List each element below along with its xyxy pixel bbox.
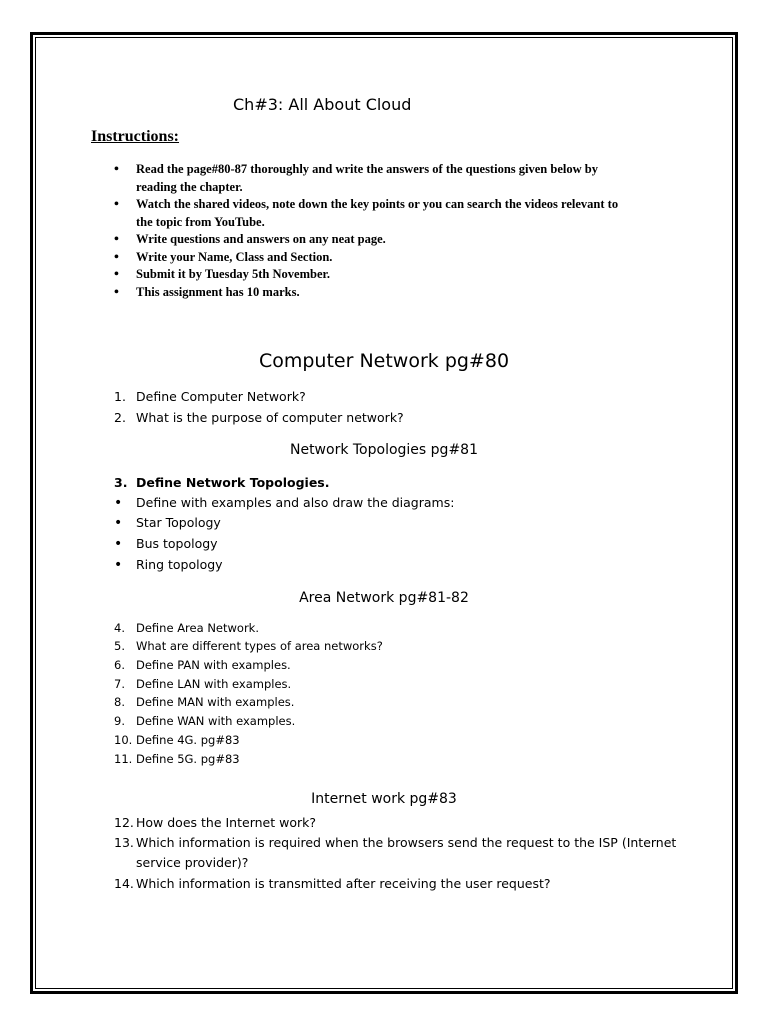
list-item: 6. Define PAN with examples.	[114, 658, 291, 672]
section-heading-internet-work: Internet work pg#83	[311, 791, 457, 807]
list-item: 13. Which information is required when the browsers send the request to the ISP (Internet	[114, 835, 677, 850]
list-item: 2. What is the purpose of computer network?	[114, 410, 404, 425]
chapter-title: Ch#3: All About Cloud	[233, 95, 412, 114]
list-item: 7. Define LAN with examples.	[114, 677, 292, 691]
list-item: 5. What are different types of area networks?	[114, 639, 383, 653]
list-item: 1. Define Computer Network?	[114, 389, 306, 404]
instruction-item: • Read the page#80-87 thoroughly and write the answers of the questions given below by reading the chapter.	[114, 161, 694, 196]
list-item: • Define with examples and also draw the diagrams:	[114, 495, 455, 511]
list-item: • Star Topology	[114, 515, 221, 531]
list-item: 4. Define Area Network.	[114, 621, 259, 635]
list-item: • Ring topology	[114, 557, 223, 573]
list-item: 10. Define 4G. pg#83	[114, 733, 240, 747]
list-item: 3. Define Network Topologies.	[114, 475, 330, 490]
instruction-item: • Write questions and answers on any neat page.	[114, 231, 694, 249]
list-item: 8. Define MAN with examples.	[114, 695, 295, 709]
list-item: 11. Define 5G. pg#83	[114, 752, 240, 766]
section-heading-area-network: Area Network pg#81-82	[299, 590, 469, 606]
instruction-item: • Write your Name, Class and Section.	[114, 249, 694, 267]
list-item: service provider)?	[136, 855, 249, 870]
section-heading-computer-network: Computer Network pg#80	[258, 350, 510, 372]
instruction-item: • This assignment has 10 marks.	[114, 284, 694, 302]
instruction-item: • Submit it by Tuesday 5th November.	[114, 266, 694, 284]
list-item: 9. Define WAN with examples.	[114, 714, 296, 728]
instructions-list	[114, 161, 694, 301]
list-item: 14. Which information is transmitted after receiving the user request?	[114, 876, 551, 891]
list-item: • Bus topology	[114, 536, 218, 552]
instruction-item: • Watch the shared videos, note down the key points or you can search the videos relevant to the topic from YouTube.	[114, 196, 694, 231]
section-heading-network-topologies: Network Topologies pg#81	[289, 442, 478, 458]
list-item: 12. How does the Internet work?	[114, 815, 316, 830]
instructions-heading: Instructions:	[91, 128, 180, 145]
